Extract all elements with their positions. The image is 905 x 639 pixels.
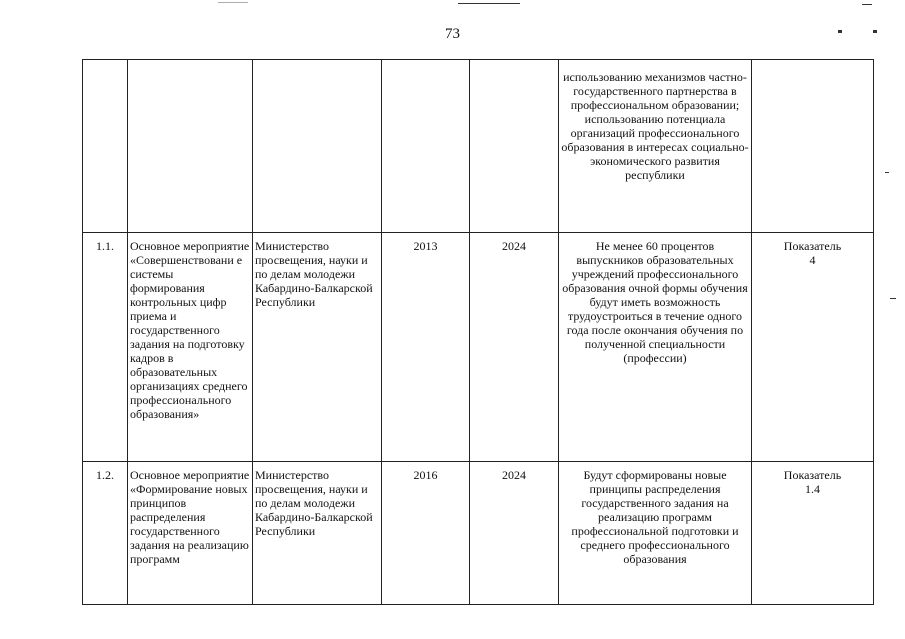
activity-name-cell: Основное мероприятие «Совершенствовани е системы формирования контрольных цифр приема и государственного задания на подготовку кадров в образовательных организациях среднего профессионального образования» [128,233,253,462]
end-year-cell: 2024 [470,462,559,605]
activity-name-cell: Основное мероприятие «Формирование новых принципов распределения государственного задания на реализацию программ [128,462,253,605]
expected-result-cell: использованию механизмов частно-государственного партнерства в профессиональном образовании; использованию потенциала организаций профессионального образования в интересах социально-экономического развития республики [559,60,752,233]
start-year-cell: 2016 [382,462,470,605]
page-number: 73 [445,26,460,42]
row-number-cell [83,60,128,233]
table-row [83,462,874,605]
scan-mark [862,4,872,5]
indicator-label: Показатель [783,239,842,253]
table-row [83,233,874,462]
start-year-cell [382,60,470,233]
indicator-label: Показатель [783,468,842,482]
indicator-value: 4 [809,253,816,267]
end-year-cell [470,60,559,233]
indicator-value: 1.4 [805,482,820,496]
executor-cell: Министерство просвещения, науки и по делам молодежи Кабардино-Балкарской Республики [253,462,382,605]
table-row [83,60,874,233]
indicator-cell [752,233,874,462]
scan-mark [890,298,896,299]
program-table [82,59,874,605]
scan-mark [218,2,248,3]
start-year-cell: 2013 [382,233,470,462]
executor-cell [253,60,382,233]
scan-mark [838,30,842,33]
expected-result-cell: Не менее 60 процентов выпускников образовательных учреждений профессионального образования очной формы обучения будут иметь возможность трудоустроиться в течение одного года после окончания обучения по полученной специальности (профессии) [559,233,752,462]
indicator-cell [752,462,874,605]
executor-cell: Министерство просвещения, науки и по делам молодежи Кабардино-Балкарской Республики [253,233,382,462]
scan-mark [458,3,520,4]
row-number-cell: 1.2. [83,462,128,605]
end-year-cell: 2024 [470,233,559,462]
scan-mark [873,30,877,33]
row-number-cell: 1.1. [83,233,128,462]
activity-name-cell [128,60,253,233]
scan-mark [885,172,889,173]
indicator-cell [752,60,874,233]
expected-result-cell: Будут сформированы новые принципы распределения государственного задания на реализацию программ профессиональной подготовки и среднего профессионального образования [559,462,752,605]
